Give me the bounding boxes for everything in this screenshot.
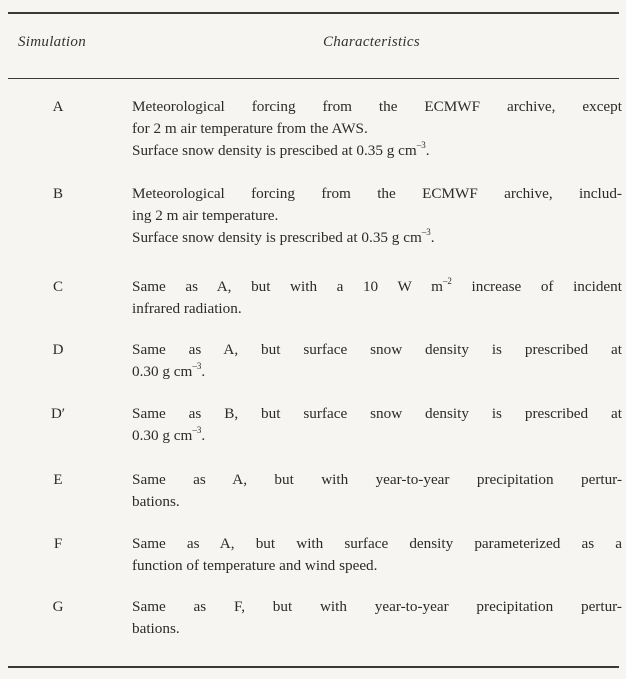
desc-line <box>132 425 622 447</box>
desc-text: increase of incident <box>451 278 622 295</box>
characteristics-text <box>132 533 622 577</box>
desc-text: Same as A, but with a 10 W m <box>132 278 443 295</box>
top-rule <box>8 12 619 14</box>
characteristics-text <box>132 276 622 320</box>
header-characteristics: Characteristics <box>323 34 420 50</box>
desc-line: Same as A, but surface snow density is prescribed at <box>132 341 622 358</box>
desc-line: bations. <box>132 620 180 637</box>
simulation-id: B <box>52 186 63 202</box>
unit-exponent: –3 <box>421 226 431 237</box>
desc-text: 0.30 g cm <box>132 363 193 380</box>
unit-exponent: –2 <box>442 275 452 286</box>
desc-line: for 2 m air temperature from the AWS. <box>132 120 368 137</box>
desc-text: . <box>201 363 206 380</box>
desc-line: infrared radiation. <box>132 300 242 317</box>
characteristics-text <box>132 596 622 640</box>
desc-line <box>132 140 622 162</box>
desc-line: bations. <box>132 493 180 510</box>
bottom-rule <box>8 666 619 668</box>
simulation-id: E <box>53 472 63 488</box>
desc-text: Surface snow density is prescibed at 0.35 g cm <box>132 142 417 159</box>
simulation-id: F <box>53 536 63 552</box>
desc-line: Same as A, but with surface density parameterized as a <box>132 535 622 552</box>
desc-line: Same as B, but surface snow density is prescribed at <box>132 405 622 422</box>
desc-line: Same as F, but with year-to-year precipitation pertur- <box>132 598 622 615</box>
characteristics-text <box>132 339 622 383</box>
desc-line: Same as A, but with year-to-year precipitation pertur- <box>132 471 622 488</box>
simulation-id: C <box>52 279 63 295</box>
desc-text: . <box>430 229 435 246</box>
desc-line: Meteorological forcing from the ECMWF archive, except <box>132 98 622 115</box>
simulation-id: G <box>52 599 64 615</box>
unit-exponent: –3 <box>192 360 202 371</box>
desc-text: . <box>201 427 206 444</box>
desc-line: function of temperature and wind speed. <box>132 557 378 574</box>
simulation-id: D′ <box>50 406 66 422</box>
desc-text: 0.30 g cm <box>132 427 193 444</box>
characteristics-text <box>132 183 622 249</box>
desc-text: Surface snow density is prescribed at 0.35 g cm <box>132 229 422 246</box>
simulation-id: D <box>52 342 64 358</box>
characteristics-text <box>132 403 622 447</box>
desc-line <box>132 276 622 298</box>
unit-exponent: –3 <box>416 139 426 150</box>
desc-line <box>132 227 622 249</box>
header-rule <box>8 78 619 79</box>
unit-exponent: –3 <box>192 424 202 435</box>
desc-line: ing 2 m air temperature. <box>132 207 279 224</box>
desc-text: . <box>425 142 430 159</box>
header-simulation: Simulation <box>18 34 87 50</box>
desc-line <box>132 361 622 383</box>
characteristics-text <box>132 469 622 513</box>
simulation-id: A <box>52 99 64 115</box>
desc-line: Meteorological forcing from the ECMWF archive, includ- <box>132 185 622 202</box>
characteristics-text <box>132 96 622 162</box>
